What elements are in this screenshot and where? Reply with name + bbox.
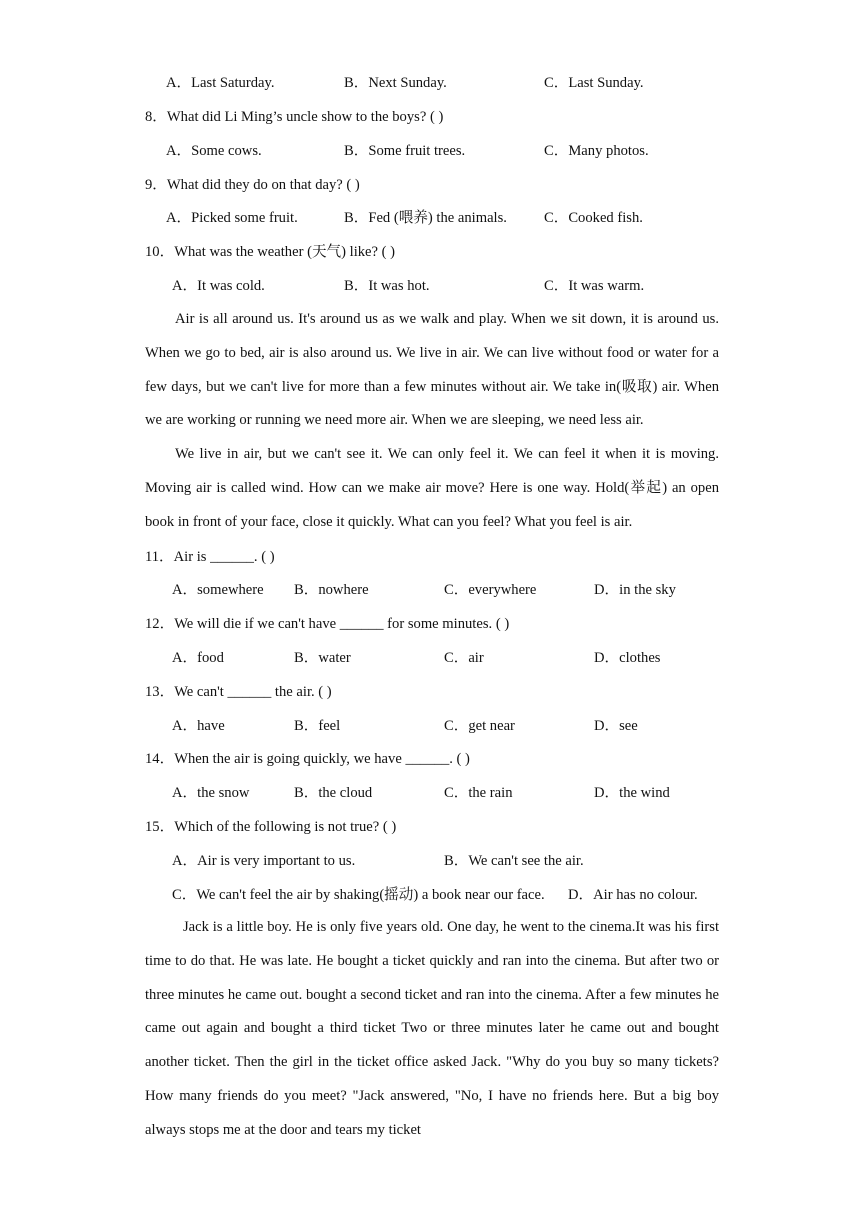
- q11-stem: 11．Air is ______. ( ): [145, 549, 275, 565]
- q13-option-a: A．have: [172, 718, 225, 734]
- q12-option-d: D．clothes: [594, 650, 661, 666]
- q11-option-b: B．nowhere: [294, 582, 369, 598]
- q9-option-b: B．Fed (喂养) the animals.: [344, 210, 507, 226]
- q12-option-c: C．air: [444, 650, 484, 666]
- q10-stem: 10．What was the weather (天气) like? ( ): [145, 244, 396, 260]
- q7-option-c: C．Last Sunday.: [544, 75, 644, 91]
- q14-option-b: B．the cloud: [294, 785, 373, 801]
- q14-option-d: D．the wind: [594, 785, 670, 801]
- q7-option-b: B．Next Sunday.: [344, 75, 447, 91]
- q14-stem: 14．When the air is going quickly, we have ______. ( ): [145, 751, 470, 767]
- q9-option-c: C．Cooked fish.: [544, 210, 643, 226]
- q12-option-b: B．water: [294, 650, 351, 666]
- q13-option-b: B．feel: [294, 718, 341, 734]
- q15-option-a: A．Air is very important to us.: [172, 853, 356, 869]
- passage-air-paragraph-1: Air is all around us. It's around us as we walk and play. When we sit down, it is around us. When we go to bed, air is also around us. We live in air. We can live without food or water for a few days, but we can't live for more than a few minutes without air. We take in(吸取) air. When we are working or running we need more air. When we are sleeping, we need less air.: [145, 311, 719, 429]
- q7-option-a: A．Last Saturday.: [166, 75, 275, 91]
- q9-option-a: A．Picked some fruit.: [166, 210, 298, 226]
- q9-stem: 9．What did they do on that day? ( ): [145, 177, 360, 193]
- q12-option-a: A．food: [172, 650, 224, 666]
- q13-stem: 13．We can't ______ the air. ( ): [145, 684, 332, 700]
- q11-option-c: C．everywhere: [444, 582, 537, 598]
- q11-option-a: A．somewhere: [172, 582, 264, 598]
- q15-option-d: D．Air has no colour.: [568, 887, 698, 903]
- q13-option-d: D．see: [594, 718, 638, 734]
- q10-option-a: A．It was cold.: [172, 278, 265, 294]
- q14-option-a: A．the snow: [172, 785, 250, 801]
- q14-option-c: C．the rain: [444, 785, 513, 801]
- q15-option-c: C．We can't feel the air by shaking(摇动) a book near our face.: [172, 887, 545, 903]
- q8-option-c: C．Many photos.: [544, 143, 649, 159]
- q13-option-c: C．get near: [444, 718, 515, 734]
- q8-option-b: B．Some fruit trees.: [344, 143, 466, 159]
- passage-jack: [145, 911, 719, 1148]
- q8-stem: 8．What did Li Ming’s uncle show to the boys? ( ): [145, 109, 444, 125]
- passage-air-paragraph-2: We live in air, but we can't see it. We can only feel it. We can feel it when it is moving. Moving air is called wind. How can we make air move? Here is one way. Hold(举起) an open book in front of your face, close it quickly. What can you feel? What you feel is air.: [145, 446, 719, 530]
- passage-jack-paragraph: Jack is a little boy. He is only five years old. One day, he went to the cinema.It was his first time to do that. He was late. He bought a ticket quickly and ran into the cinema. But after two or three minutes he came out. bought a second ticket and ran into the cinema. After a few minutes he came out again and bought a third ticket Two or three minutes later he came out and bought another ticket. Then the girl in the ticket office asked Jack. "Why do you buy so many tickets? How many friends do you meet? "Jack answered, "No, I have no friends here. But a big boy always stops me at the door and tears my ticket: [145, 919, 719, 1138]
- q15-stem: 15．Which of the following is not true? ( ): [145, 819, 397, 835]
- q10-option-b: B．It was hot.: [344, 278, 430, 294]
- passage-air: [145, 303, 719, 540]
- q10-option-c: C．It was warm.: [544, 278, 645, 294]
- q15-option-b: B．We can't see the air.: [444, 853, 584, 869]
- q12-stem: 12．We will die if we can't have ______ for some minutes. ( ): [145, 616, 510, 632]
- q8-option-a: A．Some cows.: [166, 143, 262, 159]
- q11-option-d: D．in the sky: [594, 582, 676, 598]
